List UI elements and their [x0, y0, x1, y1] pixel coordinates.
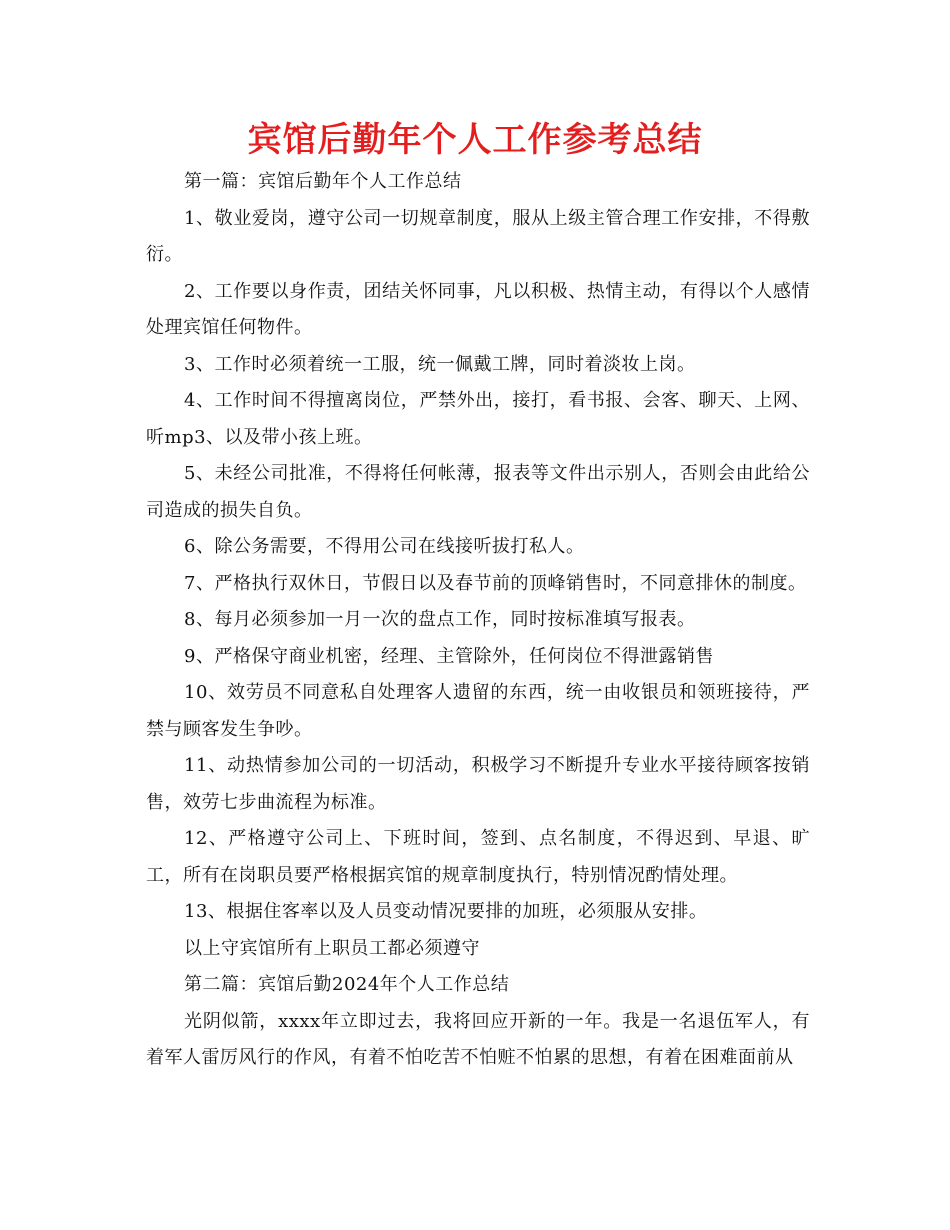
document-body — [146, 164, 810, 1077]
paragraph-rule-5: 5、未经公司批准，不得将任何帐薄，报表等文件出示别人，否则会由此给公司造成的损失自负。 — [146, 463, 810, 521]
paragraph-rule-2: 2、工作要以身作责，团结关怀同事，凡以积极、热情主动，有得以个人感情处理宾馆任何物件。 — [146, 280, 810, 338]
paragraph-rule-11: 11、动热情参加公司的一切活动，积极学习不断提升专业水平接待顾客按销售，效劳七步曲流程为标准。 — [146, 755, 810, 813]
paragraph-rule-9: 9、严格保守商业机密，经理、主管除外，任何岗位不得泄露销售 — [184, 645, 714, 667]
paragraph-heading-2: 第二篇：宾馆后勤2024年个人工作总结 — [184, 974, 510, 995]
paragraph-rule-7: 7、严格执行双休日，节假日以及春节前的顶峰销售时，不同意排休的制度。 — [184, 572, 807, 594]
paragraph-rule-3: 3、工作时必须着统一工服，统一佩戴工牌，同时着淡妆上岗。 — [184, 353, 696, 375]
paragraph-intro-2: 光阴似箭，xxxx年立即过去，我将回应开新的一年。我是一名退伍军人，有着军人雷厉风行的作风，有着不怕吃苦不怕赃不怕累的思想，有着在困难面前从 — [146, 1010, 810, 1068]
paragraph-rule-13: 13、根据住客率以及人员变动情况要排的加班，必须服从安排。 — [184, 901, 708, 922]
paragraph-rule-8: 8、每月必须参加一月一次的盘点工作，同时按标准填写报表。 — [184, 609, 696, 630]
paragraph-heading-1: 第一篇：宾馆后勤年个人工作总结 — [184, 171, 462, 192]
paragraph-rule-4: 4、工作时间不得擅离岗位，严禁外出，接打，看书报、会客、聊天、上网、听mp3、以及带小孩上班。 — [146, 390, 810, 448]
paragraph-closing: 以上守宾馆所有上职员工都必须遵守 — [184, 937, 480, 959]
paragraph-rule-10: 10、效劳员不同意私自处理客人遗留的东西，统一由收银员和领班接待，严禁与顾客发生争吵。 — [146, 682, 810, 740]
document-title: 宾馆后勤年个人工作参考总结 — [247, 120, 703, 160]
paragraph-rule-6: 6、除公务需要，不得用公司在线接听拔打私人。 — [184, 536, 585, 557]
paragraph-rule-1: 1、敬业爱岗，遵守公司一切规章制度，服从上级主管合理工作安排，不得敷衍。 — [146, 207, 810, 265]
paragraph-rule-12: 12、严格遵守公司上、下班时间，签到、点名制度，不得迟到、早退、旷工，所有在岗职员要严格根据宾馆的规章制度执行，特别情况酌情处理。 — [146, 828, 810, 886]
